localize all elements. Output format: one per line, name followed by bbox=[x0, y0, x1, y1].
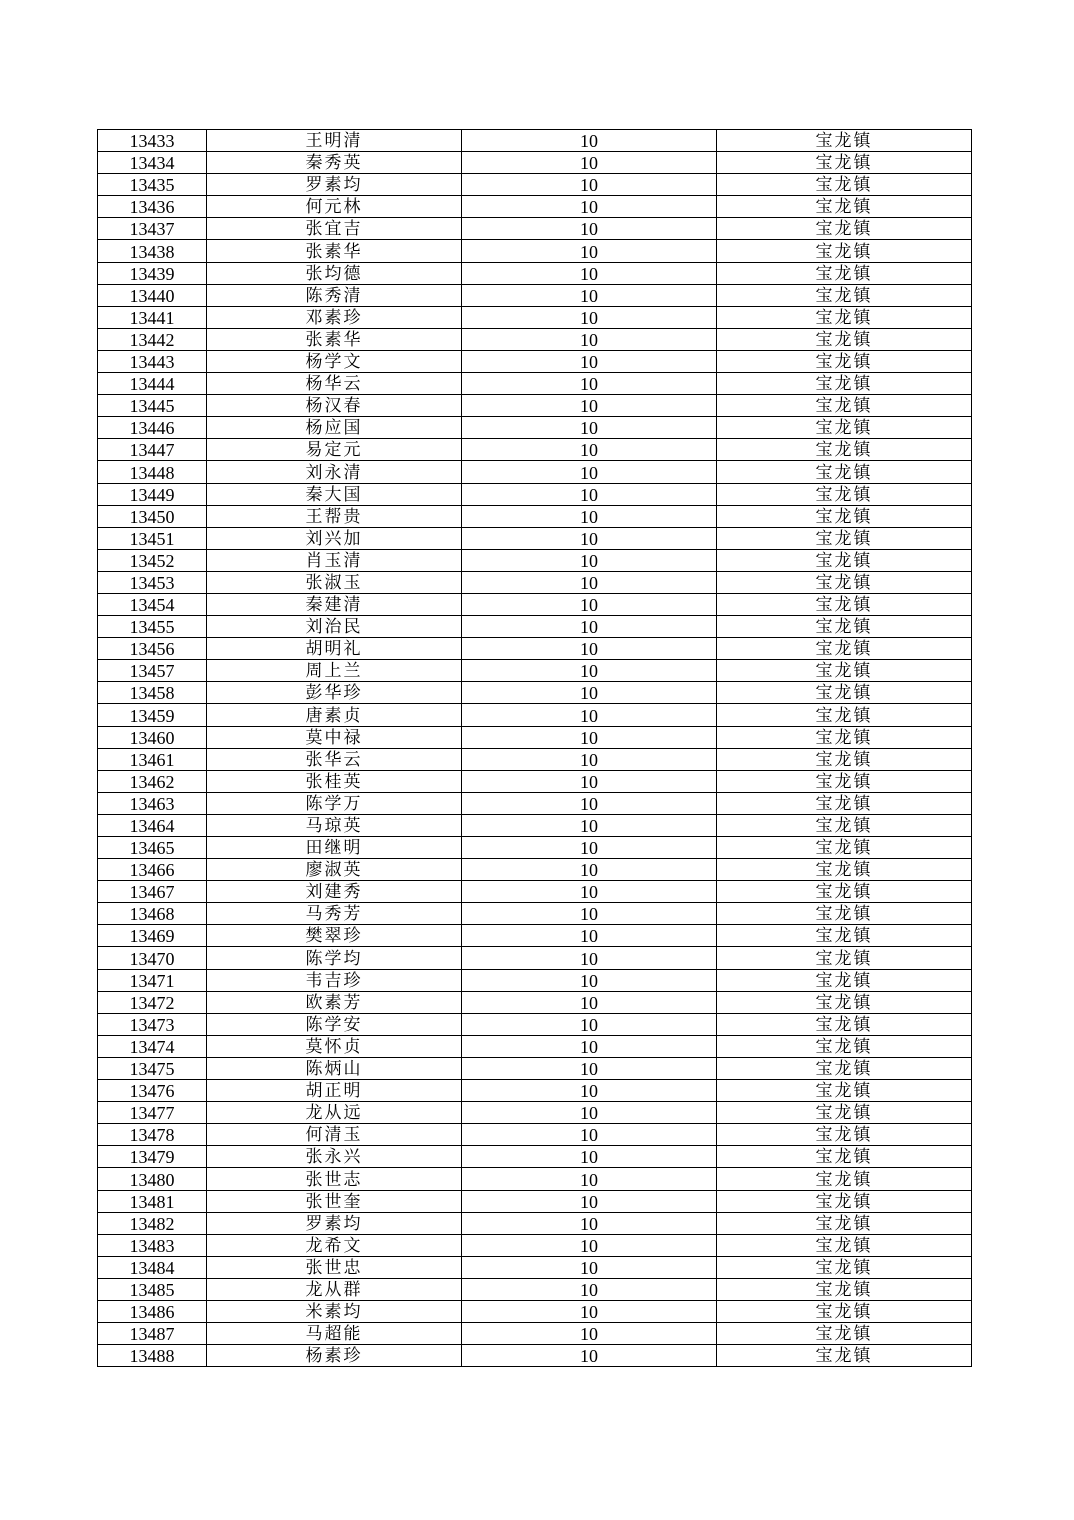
cell-name: 邓素珍 bbox=[207, 306, 462, 328]
cell-id: 13458 bbox=[98, 682, 207, 704]
cell-amount: 10 bbox=[462, 1057, 717, 1079]
cell-name: 樊翠珍 bbox=[207, 925, 462, 947]
cell-name: 秦建清 bbox=[207, 593, 462, 615]
cell-name: 秦大国 bbox=[207, 483, 462, 505]
cell-id: 13484 bbox=[98, 1256, 207, 1278]
cell-name: 何元林 bbox=[207, 196, 462, 218]
cell-town: 宝龙镇 bbox=[717, 196, 972, 218]
cell-amount: 10 bbox=[462, 571, 717, 593]
table-row bbox=[98, 947, 972, 969]
cell-amount: 10 bbox=[462, 859, 717, 881]
cell-id: 13434 bbox=[98, 152, 207, 174]
cell-id: 13482 bbox=[98, 1212, 207, 1234]
cell-name: 马秀芳 bbox=[207, 903, 462, 925]
table-row bbox=[98, 903, 972, 925]
cell-name: 莫怀贞 bbox=[207, 1035, 462, 1057]
cell-town: 宝龙镇 bbox=[717, 638, 972, 660]
cell-id: 13436 bbox=[98, 196, 207, 218]
cell-amount: 10 bbox=[462, 395, 717, 417]
cell-name: 韦吉珍 bbox=[207, 969, 462, 991]
cell-town: 宝龙镇 bbox=[717, 417, 972, 439]
table-row bbox=[98, 1057, 972, 1079]
cell-town: 宝龙镇 bbox=[717, 748, 972, 770]
cell-town: 宝龙镇 bbox=[717, 1102, 972, 1124]
cell-id: 13466 bbox=[98, 859, 207, 881]
cell-name: 胡正明 bbox=[207, 1080, 462, 1102]
cell-town: 宝龙镇 bbox=[717, 350, 972, 372]
cell-amount: 10 bbox=[462, 770, 717, 792]
table-row bbox=[98, 593, 972, 615]
cell-id: 13469 bbox=[98, 925, 207, 947]
cell-name: 刘兴加 bbox=[207, 527, 462, 549]
cell-id: 13448 bbox=[98, 461, 207, 483]
cell-amount: 10 bbox=[462, 1168, 717, 1190]
cell-id: 13452 bbox=[98, 549, 207, 571]
cell-name: 马琼英 bbox=[207, 814, 462, 836]
cell-amount: 10 bbox=[462, 152, 717, 174]
cell-name: 肖玉清 bbox=[207, 549, 462, 571]
cell-name: 张桂英 bbox=[207, 770, 462, 792]
cell-town: 宝龙镇 bbox=[717, 947, 972, 969]
cell-name: 罗素均 bbox=[207, 1212, 462, 1234]
cell-town: 宝龙镇 bbox=[717, 1146, 972, 1168]
table-row bbox=[98, 704, 972, 726]
cell-id: 13477 bbox=[98, 1102, 207, 1124]
cell-amount: 10 bbox=[462, 218, 717, 240]
cell-id: 13479 bbox=[98, 1146, 207, 1168]
cell-id: 13473 bbox=[98, 1013, 207, 1035]
cell-id: 13486 bbox=[98, 1300, 207, 1322]
table-row bbox=[98, 439, 972, 461]
cell-id: 13450 bbox=[98, 505, 207, 527]
cell-town: 宝龙镇 bbox=[717, 616, 972, 638]
table-row bbox=[98, 660, 972, 682]
cell-amount: 10 bbox=[462, 814, 717, 836]
table-row bbox=[98, 991, 972, 1013]
cell-id: 13485 bbox=[98, 1278, 207, 1300]
cell-amount: 10 bbox=[462, 1300, 717, 1322]
cell-name: 罗素均 bbox=[207, 174, 462, 196]
table-row bbox=[98, 571, 972, 593]
cell-name: 张宜吉 bbox=[207, 218, 462, 240]
cell-id: 13465 bbox=[98, 837, 207, 859]
cell-town: 宝龙镇 bbox=[717, 152, 972, 174]
cell-id: 13474 bbox=[98, 1035, 207, 1057]
cell-id: 13444 bbox=[98, 373, 207, 395]
table-row bbox=[98, 1190, 972, 1212]
cell-name: 陈学万 bbox=[207, 792, 462, 814]
table-row bbox=[98, 837, 972, 859]
table-row bbox=[98, 350, 972, 372]
table-row bbox=[98, 1035, 972, 1057]
table-row bbox=[98, 748, 972, 770]
cell-name: 杨素珍 bbox=[207, 1345, 462, 1367]
cell-amount: 10 bbox=[462, 328, 717, 350]
cell-name: 张华云 bbox=[207, 748, 462, 770]
cell-id: 13470 bbox=[98, 947, 207, 969]
cell-name: 龙从远 bbox=[207, 1102, 462, 1124]
cell-amount: 10 bbox=[462, 527, 717, 549]
table-row bbox=[98, 616, 972, 638]
cell-name: 刘永清 bbox=[207, 461, 462, 483]
cell-town: 宝龙镇 bbox=[717, 593, 972, 615]
cell-amount: 10 bbox=[462, 881, 717, 903]
cell-town: 宝龙镇 bbox=[717, 527, 972, 549]
cell-name: 张永兴 bbox=[207, 1146, 462, 1168]
cell-id: 13447 bbox=[98, 439, 207, 461]
cell-id: 13460 bbox=[98, 726, 207, 748]
cell-id: 13456 bbox=[98, 638, 207, 660]
cell-amount: 10 bbox=[462, 991, 717, 1013]
cell-town: 宝龙镇 bbox=[717, 461, 972, 483]
cell-amount: 10 bbox=[462, 903, 717, 925]
table-row bbox=[98, 638, 972, 660]
cell-id: 13483 bbox=[98, 1234, 207, 1256]
cell-id: 13445 bbox=[98, 395, 207, 417]
cell-id: 13468 bbox=[98, 903, 207, 925]
cell-town: 宝龙镇 bbox=[717, 1124, 972, 1146]
cell-town: 宝龙镇 bbox=[717, 1234, 972, 1256]
cell-id: 13467 bbox=[98, 881, 207, 903]
table-row bbox=[98, 174, 972, 196]
cell-town: 宝龙镇 bbox=[717, 1013, 972, 1035]
table-row bbox=[98, 483, 972, 505]
cell-town: 宝龙镇 bbox=[717, 174, 972, 196]
cell-town: 宝龙镇 bbox=[717, 770, 972, 792]
cell-amount: 10 bbox=[462, 1035, 717, 1057]
table-row bbox=[98, 461, 972, 483]
cell-id: 13471 bbox=[98, 969, 207, 991]
cell-id: 13488 bbox=[98, 1345, 207, 1367]
cell-id: 13487 bbox=[98, 1323, 207, 1345]
cell-amount: 10 bbox=[462, 483, 717, 505]
cell-name: 龙希文 bbox=[207, 1234, 462, 1256]
cell-amount: 10 bbox=[462, 284, 717, 306]
record-table-body bbox=[98, 130, 972, 1367]
cell-id: 13463 bbox=[98, 792, 207, 814]
table-row bbox=[98, 1124, 972, 1146]
cell-town: 宝龙镇 bbox=[717, 262, 972, 284]
cell-amount: 10 bbox=[462, 638, 717, 660]
table-row bbox=[98, 1323, 972, 1345]
cell-id: 13476 bbox=[98, 1080, 207, 1102]
cell-town: 宝龙镇 bbox=[717, 925, 972, 947]
cell-id: 13462 bbox=[98, 770, 207, 792]
cell-id: 13441 bbox=[98, 306, 207, 328]
cell-town: 宝龙镇 bbox=[717, 1168, 972, 1190]
cell-name: 张均德 bbox=[207, 262, 462, 284]
table-row bbox=[98, 1168, 972, 1190]
cell-town: 宝龙镇 bbox=[717, 859, 972, 881]
table-row bbox=[98, 1300, 972, 1322]
cell-id: 13443 bbox=[98, 350, 207, 372]
cell-amount: 10 bbox=[462, 439, 717, 461]
cell-amount: 10 bbox=[462, 1345, 717, 1367]
cell-town: 宝龙镇 bbox=[717, 284, 972, 306]
cell-id: 13459 bbox=[98, 704, 207, 726]
cell-name: 廖淑英 bbox=[207, 859, 462, 881]
cell-name: 张世奎 bbox=[207, 1190, 462, 1212]
cell-amount: 10 bbox=[462, 593, 717, 615]
table-row bbox=[98, 1212, 972, 1234]
cell-town: 宝龙镇 bbox=[717, 218, 972, 240]
cell-id: 13454 bbox=[98, 593, 207, 615]
table-row bbox=[98, 1102, 972, 1124]
table-row bbox=[98, 859, 972, 881]
cell-name: 周上兰 bbox=[207, 660, 462, 682]
cell-amount: 10 bbox=[462, 1013, 717, 1035]
cell-amount: 10 bbox=[462, 1278, 717, 1300]
cell-id: 13440 bbox=[98, 284, 207, 306]
table-row bbox=[98, 770, 972, 792]
cell-name: 王明清 bbox=[207, 130, 462, 152]
cell-name: 易定元 bbox=[207, 439, 462, 461]
cell-town: 宝龙镇 bbox=[717, 792, 972, 814]
cell-id: 13481 bbox=[98, 1190, 207, 1212]
cell-name: 陈学安 bbox=[207, 1013, 462, 1035]
cell-name: 米素均 bbox=[207, 1300, 462, 1322]
cell-amount: 10 bbox=[462, 1190, 717, 1212]
cell-name: 莫中禄 bbox=[207, 726, 462, 748]
cell-id: 13461 bbox=[98, 748, 207, 770]
cell-name: 杨学文 bbox=[207, 350, 462, 372]
cell-amount: 10 bbox=[462, 1234, 717, 1256]
table-row bbox=[98, 969, 972, 991]
cell-amount: 10 bbox=[462, 1146, 717, 1168]
cell-town: 宝龙镇 bbox=[717, 969, 972, 991]
cell-amount: 10 bbox=[462, 616, 717, 638]
cell-amount: 10 bbox=[462, 947, 717, 969]
cell-town: 宝龙镇 bbox=[717, 1035, 972, 1057]
cell-town: 宝龙镇 bbox=[717, 682, 972, 704]
table-row bbox=[98, 284, 972, 306]
cell-amount: 10 bbox=[462, 1124, 717, 1146]
cell-amount: 10 bbox=[462, 306, 717, 328]
cell-amount: 10 bbox=[462, 174, 717, 196]
cell-name: 张素华 bbox=[207, 328, 462, 350]
cell-id: 13457 bbox=[98, 660, 207, 682]
table-row bbox=[98, 218, 972, 240]
cell-town: 宝龙镇 bbox=[717, 1212, 972, 1234]
cell-id: 13455 bbox=[98, 616, 207, 638]
cell-amount: 10 bbox=[462, 837, 717, 859]
table-row bbox=[98, 726, 972, 748]
table-row bbox=[98, 1080, 972, 1102]
cell-name: 张淑玉 bbox=[207, 571, 462, 593]
table-row bbox=[98, 152, 972, 174]
cell-town: 宝龙镇 bbox=[717, 726, 972, 748]
cell-id: 13433 bbox=[98, 130, 207, 152]
cell-amount: 10 bbox=[462, 461, 717, 483]
cell-name: 何清玉 bbox=[207, 1124, 462, 1146]
cell-name: 张世忠 bbox=[207, 1256, 462, 1278]
table-row bbox=[98, 373, 972, 395]
cell-name: 杨汉春 bbox=[207, 395, 462, 417]
cell-town: 宝龙镇 bbox=[717, 1080, 972, 1102]
table-row bbox=[98, 417, 972, 439]
cell-town: 宝龙镇 bbox=[717, 814, 972, 836]
cell-town: 宝龙镇 bbox=[717, 1057, 972, 1079]
cell-name: 陈学均 bbox=[207, 947, 462, 969]
cell-town: 宝龙镇 bbox=[717, 439, 972, 461]
table-row bbox=[98, 505, 972, 527]
cell-amount: 10 bbox=[462, 1102, 717, 1124]
table-row bbox=[98, 1278, 972, 1300]
table-row bbox=[98, 395, 972, 417]
table-row bbox=[98, 792, 972, 814]
cell-amount: 10 bbox=[462, 726, 717, 748]
table-row bbox=[98, 1234, 972, 1256]
cell-name: 张素华 bbox=[207, 240, 462, 262]
cell-name: 陈秀清 bbox=[207, 284, 462, 306]
cell-name: 田继明 bbox=[207, 837, 462, 859]
cell-amount: 10 bbox=[462, 350, 717, 372]
table-row bbox=[98, 814, 972, 836]
cell-town: 宝龙镇 bbox=[717, 903, 972, 925]
cell-name: 刘治民 bbox=[207, 616, 462, 638]
cell-town: 宝龙镇 bbox=[717, 1300, 972, 1322]
table-row bbox=[98, 1256, 972, 1278]
table-row bbox=[98, 262, 972, 284]
cell-name: 杨应国 bbox=[207, 417, 462, 439]
cell-town: 宝龙镇 bbox=[717, 328, 972, 350]
cell-town: 宝龙镇 bbox=[717, 395, 972, 417]
cell-town: 宝龙镇 bbox=[717, 130, 972, 152]
cell-id: 13475 bbox=[98, 1057, 207, 1079]
cell-name: 秦秀英 bbox=[207, 152, 462, 174]
cell-town: 宝龙镇 bbox=[717, 837, 972, 859]
cell-amount: 10 bbox=[462, 196, 717, 218]
cell-amount: 10 bbox=[462, 682, 717, 704]
cell-amount: 10 bbox=[462, 1212, 717, 1234]
cell-name: 杨华云 bbox=[207, 373, 462, 395]
table-row bbox=[98, 1013, 972, 1035]
cell-id: 13435 bbox=[98, 174, 207, 196]
table-row bbox=[98, 1146, 972, 1168]
table-row bbox=[98, 881, 972, 903]
cell-amount: 10 bbox=[462, 373, 717, 395]
cell-name: 刘建秀 bbox=[207, 881, 462, 903]
cell-town: 宝龙镇 bbox=[717, 704, 972, 726]
cell-amount: 10 bbox=[462, 704, 717, 726]
table-row bbox=[98, 925, 972, 947]
cell-amount: 10 bbox=[462, 1080, 717, 1102]
cell-name: 唐素贞 bbox=[207, 704, 462, 726]
cell-amount: 10 bbox=[462, 549, 717, 571]
cell-name: 马超能 bbox=[207, 1323, 462, 1345]
cell-id: 13472 bbox=[98, 991, 207, 1013]
table-row bbox=[98, 240, 972, 262]
record-table bbox=[97, 129, 972, 1367]
cell-town: 宝龙镇 bbox=[717, 1256, 972, 1278]
cell-name: 陈炳山 bbox=[207, 1057, 462, 1079]
cell-amount: 10 bbox=[462, 748, 717, 770]
cell-name: 欧素芳 bbox=[207, 991, 462, 1013]
cell-town: 宝龙镇 bbox=[717, 1323, 972, 1345]
table-row bbox=[98, 196, 972, 218]
cell-town: 宝龙镇 bbox=[717, 505, 972, 527]
cell-id: 13449 bbox=[98, 483, 207, 505]
cell-town: 宝龙镇 bbox=[717, 1190, 972, 1212]
cell-amount: 10 bbox=[462, 262, 717, 284]
cell-amount: 10 bbox=[462, 792, 717, 814]
table-row bbox=[98, 549, 972, 571]
cell-town: 宝龙镇 bbox=[717, 660, 972, 682]
table-row bbox=[98, 306, 972, 328]
cell-name: 彭华珍 bbox=[207, 682, 462, 704]
table-row bbox=[98, 1345, 972, 1367]
cell-id: 13438 bbox=[98, 240, 207, 262]
table-row bbox=[98, 328, 972, 350]
cell-amount: 10 bbox=[462, 969, 717, 991]
cell-amount: 10 bbox=[462, 130, 717, 152]
cell-town: 宝龙镇 bbox=[717, 306, 972, 328]
cell-amount: 10 bbox=[462, 660, 717, 682]
cell-id: 13480 bbox=[98, 1168, 207, 1190]
cell-town: 宝龙镇 bbox=[717, 991, 972, 1013]
cell-town: 宝龙镇 bbox=[717, 1345, 972, 1367]
cell-name: 王帮贵 bbox=[207, 505, 462, 527]
cell-id: 13478 bbox=[98, 1124, 207, 1146]
cell-name: 龙从群 bbox=[207, 1278, 462, 1300]
cell-amount: 10 bbox=[462, 240, 717, 262]
cell-amount: 10 bbox=[462, 1323, 717, 1345]
cell-id: 13453 bbox=[98, 571, 207, 593]
table-row bbox=[98, 682, 972, 704]
table-row bbox=[98, 130, 972, 152]
cell-name: 张世志 bbox=[207, 1168, 462, 1190]
cell-town: 宝龙镇 bbox=[717, 240, 972, 262]
cell-id: 13437 bbox=[98, 218, 207, 240]
cell-amount: 10 bbox=[462, 925, 717, 947]
cell-town: 宝龙镇 bbox=[717, 1278, 972, 1300]
cell-amount: 10 bbox=[462, 505, 717, 527]
cell-town: 宝龙镇 bbox=[717, 549, 972, 571]
cell-town: 宝龙镇 bbox=[717, 571, 972, 593]
cell-town: 宝龙镇 bbox=[717, 483, 972, 505]
cell-id: 13439 bbox=[98, 262, 207, 284]
cell-town: 宝龙镇 bbox=[717, 373, 972, 395]
table-row bbox=[98, 527, 972, 549]
cell-id: 13451 bbox=[98, 527, 207, 549]
cell-amount: 10 bbox=[462, 417, 717, 439]
cell-name: 胡明礼 bbox=[207, 638, 462, 660]
cell-amount: 10 bbox=[462, 1256, 717, 1278]
cell-town: 宝龙镇 bbox=[717, 881, 972, 903]
cell-id: 13442 bbox=[98, 328, 207, 350]
cell-id: 13464 bbox=[98, 814, 207, 836]
cell-id: 13446 bbox=[98, 417, 207, 439]
